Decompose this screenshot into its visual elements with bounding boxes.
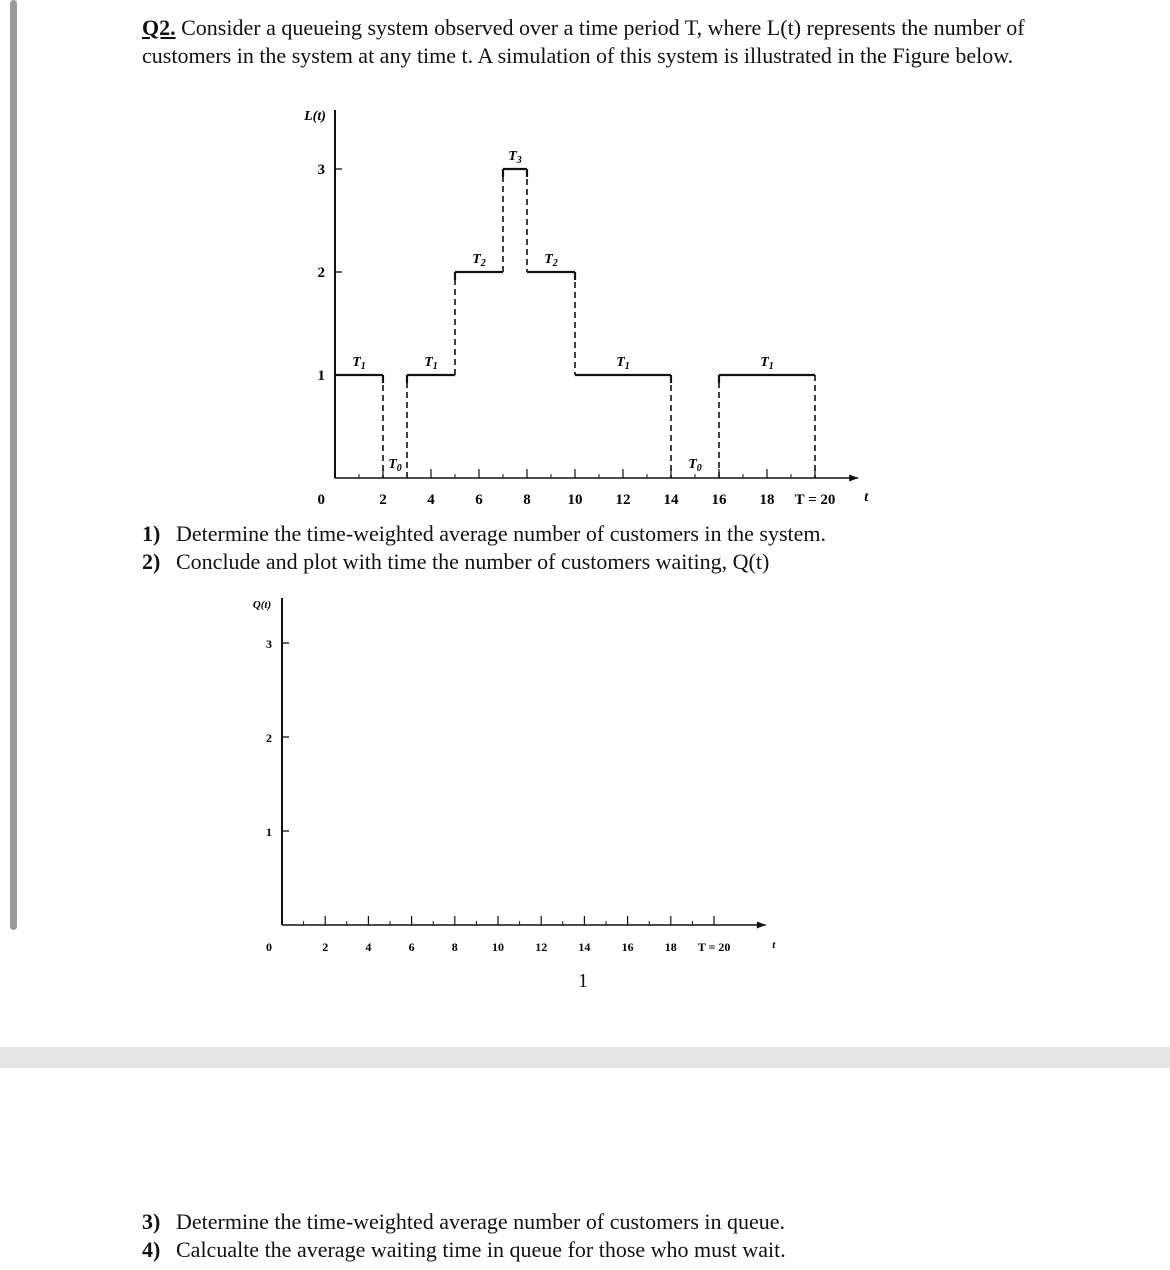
interval-label: $T_0$ <box>688 457 702 474</box>
qt-blank-chart <box>220 590 820 960</box>
interval-label: $T_1$ <box>352 355 366 372</box>
x-axis-arrow <box>849 475 858 482</box>
question-list-2 <box>142 1208 786 1264</box>
y-tick-label: 3 <box>266 637 272 651</box>
y-tick-label: 1 <box>266 825 272 839</box>
interval-label: $T_3$ <box>508 149 522 166</box>
lt-step-chart <box>280 100 920 520</box>
question-text <box>142 14 1042 70</box>
x-tick-label: 6 <box>408 940 415 954</box>
interval-label-subscript: 0 <box>396 463 402 474</box>
x-tick-label: 14 <box>578 940 591 954</box>
interval-label-subscript: 2 <box>480 258 486 269</box>
interval-label-subscript: 2 <box>552 258 558 269</box>
x-axis-arrow <box>757 922 766 929</box>
question-list-1 <box>142 520 826 576</box>
y-tick-label: 0 <box>317 492 325 508</box>
interval-label: $T_2$ <box>544 252 558 269</box>
x-axis-label: t <box>772 939 776 951</box>
page-number: 1 <box>578 970 588 992</box>
interval-label-subscript: 1 <box>360 361 366 372</box>
question-number: Q2. <box>142 15 176 40</box>
document-page-2 <box>0 1068 1170 1270</box>
x-tick-label: 12 <box>615 492 631 508</box>
y-tick-label: 2 <box>266 731 272 745</box>
x-tick-label: 8 <box>451 940 458 954</box>
x-tick-label: 2 <box>379 492 387 508</box>
x-tick-label: 18 <box>664 940 677 954</box>
question-body: Consider a queueing system observed over a time period T, where L(t) represents the number of customers in the system at any time t. A simulation of this system is illustrated in the Figure below. <box>142 15 1025 68</box>
y-tick-label: 0 <box>266 940 272 954</box>
x-tick-label: 4 <box>365 940 372 954</box>
interval-label: $T_0$ <box>388 457 402 474</box>
x-tick-label: 10 <box>567 492 583 508</box>
x-tick-label: 2 <box>322 940 329 954</box>
x-tick-label: 8 <box>523 492 531 508</box>
x-tick-label: 18 <box>759 492 775 508</box>
interval-label-subscript: 1 <box>624 361 630 372</box>
interval-label: $T_1$ <box>616 355 630 372</box>
interval-label: $T_1$ <box>760 355 774 372</box>
interval-label: $T_2$ <box>472 252 486 269</box>
interval-label-subscript: 3 <box>516 155 522 166</box>
question-item: 1) Determine the time-weighted average number of customers in the system. <box>142 521 827 546</box>
question-item: 3) Determine the time-weighted average number of customers in queue. <box>142 1209 786 1234</box>
scrollbar[interactable] <box>10 0 17 930</box>
x-tick-label: 4 <box>427 492 435 508</box>
interval-label: $T_1$ <box>424 355 438 372</box>
x-tick-label: T = 20 <box>794 492 836 508</box>
x-tick-label: 12 <box>535 940 548 954</box>
interval-label-subscript: 1 <box>432 361 438 372</box>
question-item: 4) Calcualte the average waiting time in queue for those who must wait. <box>142 1237 786 1262</box>
interval-label-subscript: 1 <box>768 361 774 372</box>
x-tick-label: 6 <box>475 492 483 508</box>
x-tick-label: 16 <box>621 940 634 954</box>
y-tick-label: 1 <box>317 368 325 384</box>
y-tick-label: 3 <box>317 162 325 178</box>
x-tick-label: 14 <box>663 492 679 508</box>
y-axis-label: Q(t) <box>252 599 272 611</box>
x-axis-label: t <box>864 490 869 505</box>
y-axis-label: L(t) <box>304 109 326 124</box>
y-tick-label: 2 <box>317 265 325 281</box>
interval-label-subscript: 0 <box>696 463 702 474</box>
x-tick-label: 16 <box>711 492 727 508</box>
x-tick-label: 10 <box>492 940 504 954</box>
question-item: 2) Conclude and plot with time the number of customers waiting, Q(t) <box>142 549 770 574</box>
x-tick-label: T = 20 <box>697 940 731 954</box>
